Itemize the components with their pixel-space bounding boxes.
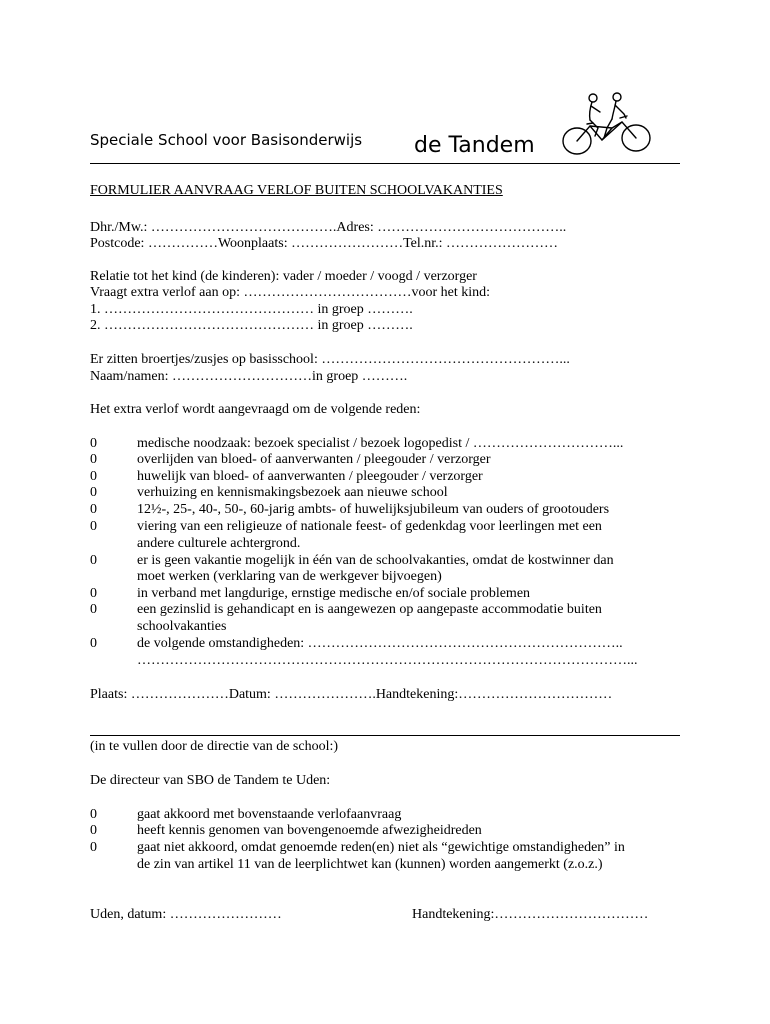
- option-approve: gaat akkoord met bovenstaande verlofaanvraag: [137, 807, 402, 822]
- relation-line: Relatie tot het kind (de kinderen): vader / moeder / voogd / verzorger: [90, 269, 477, 284]
- directie-signature-line: Handtekening:……………………………: [412, 907, 649, 922]
- reason-medical-social: in verband met langdurige, ernstige medische en/of sociale problemen: [137, 586, 531, 601]
- option-reject: gaat niet akkoord, omdat genoemde reden(en) niet als “gewichtige omstandigheden” in: [137, 840, 625, 855]
- siblings-line: Er zitten broertjes/zusjes op basisschool: ……………………………………………...: [90, 352, 570, 367]
- reason-other-cont: ……………………………………………………………………………………………...: [137, 653, 638, 668]
- checkbox-marker[interactable]: 0: [90, 636, 97, 651]
- checkbox-marker[interactable]: 0: [90, 602, 97, 617]
- reason-religious-cont: andere culturele achtergrond.: [137, 536, 301, 551]
- checkbox-marker[interactable]: 0: [90, 840, 97, 855]
- child-1-line: 1. ……………………………………… in groep ……….: [90, 302, 413, 317]
- header-rule: [90, 163, 680, 164]
- reason-death: overlijden van bloed- of aanverwanten / pleegouder / verzorger: [137, 452, 491, 467]
- request-date-line: Vraagt extra verlof aan op: ………………………………voor het kind:: [90, 285, 491, 300]
- school-name: de Tandem: [414, 133, 535, 158]
- school-type: Speciale School voor Basisonderwijs: [90, 131, 363, 149]
- form-title: FORMULIER AANVRAAG VERLOF BUITEN SCHOOLVAKANTIES: [90, 183, 503, 198]
- checkbox-marker[interactable]: 0: [90, 586, 97, 601]
- reason-wedding: huwelijk van bloed- of aanverwanten / pleegouder / verzorger: [137, 469, 483, 484]
- reason-intro: Het extra verlof wordt aangevraagd om de volgende reden:: [90, 402, 421, 417]
- names-line: Naam/namen: …………………………in groep ……….: [90, 369, 408, 384]
- checkbox-marker[interactable]: 0: [90, 485, 97, 500]
- address-line: Postcode: ……………Woonplaats: ……………………Tel.nr.: ……………………: [90, 236, 559, 251]
- reason-no-vacation: er is geen vakantie mogelijk in één van de schoolvakanties, omdat de kostwinner dan: [137, 553, 614, 568]
- option-reject-cont: de zin van artikel 11 van de leerplichtwet kan (kunnen) worden aangemerkt (z.o.z.): [137, 857, 603, 872]
- directie-intro: De directeur van SBO de Tandem te Uden:: [90, 773, 331, 788]
- reason-handicap: een gezinslid is gehandicapt en is aangewezen op aangepaste accommodatie buiten: [137, 602, 602, 617]
- signature-line: Plaats: …………………Datum: ………………….Handtekening:……………………………: [90, 687, 613, 702]
- reason-handicap-cont: schoolvakanties: [137, 619, 227, 634]
- checkbox-marker[interactable]: 0: [90, 807, 97, 822]
- directie-note: (in te vullen door de directie van de school:): [90, 739, 339, 754]
- reason-religious: viering van een religieuze of nationale feest- of gedenkdag voor leerlingen met een: [137, 519, 602, 534]
- child-2-line: 2. ……………………………………… in groep ……….: [90, 318, 413, 333]
- checkbox-marker[interactable]: 0: [90, 436, 97, 451]
- checkbox-marker[interactable]: 0: [90, 519, 97, 534]
- contact-line: Dhr./Mw.: ………………………………….Adres: …………………………………..: [90, 220, 567, 235]
- reason-jubilee: 12½-, 25-, 40-, 50-, 60-jarig ambts- of huwelijksjubileum van ouders of grootouders: [137, 502, 610, 517]
- checkbox-marker[interactable]: 0: [90, 469, 97, 484]
- checkbox-marker[interactable]: 0: [90, 502, 97, 517]
- checkbox-marker[interactable]: 0: [90, 452, 97, 467]
- uden-date-line: Uden, datum: ……………………: [90, 907, 282, 922]
- tandem-bicycle-logo: [560, 88, 660, 160]
- reason-medical: medische noodzaak: bezoek specialist / bezoek logopedist / …………………………...: [137, 436, 624, 451]
- reason-no-vacation-cont: moet werken (verklaring van de werkgever bijvoegen): [137, 569, 442, 584]
- checkbox-marker[interactable]: 0: [90, 553, 97, 568]
- checkbox-marker[interactable]: 0: [90, 823, 97, 838]
- section-rule: [90, 735, 680, 736]
- reason-moving: verhuizing en kennismakingsbezoek aan nieuwe school: [137, 485, 448, 500]
- reason-other: de volgende omstandigheden: …………………………………………………………..: [137, 636, 623, 651]
- option-noted: heeft kennis genomen van bovengenoemde afwezigheidreden: [137, 823, 482, 838]
